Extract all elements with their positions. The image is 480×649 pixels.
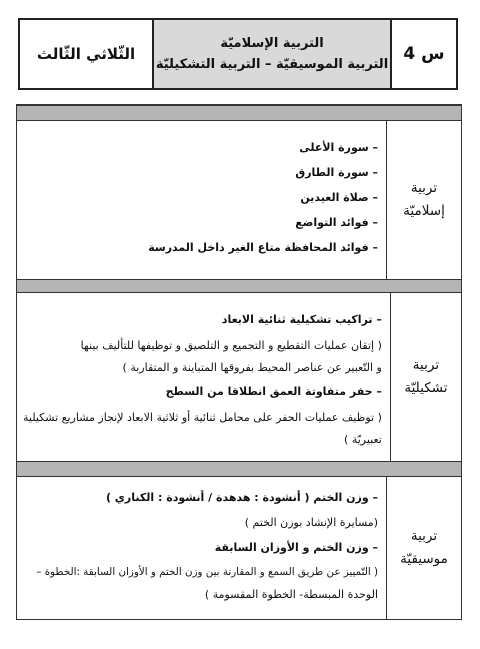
topic-description: ( توظيف عمليات الحفر على محامل ثنائية أو ثلاثية الابعاد لإنجاز مشاريع تشكيلية (23, 411, 382, 424)
section-label-plastic (390, 293, 461, 461)
topic-description: الوحدة المبسطة- الخطوة المقسومة ) (204, 588, 378, 601)
lesson-code: س 4 (390, 20, 456, 88)
label-line: تربية (412, 357, 440, 374)
section-label-music (386, 477, 461, 619)
section-label-islamic (386, 121, 461, 279)
subject-line-2: التربية الموسيقيّة – التربية التشكيليّة (155, 57, 389, 72)
topic-description: (مسايرة الإنشاد بوزن الختم ) (244, 516, 378, 529)
list-item: – فوائد المحافظة متاع الغير داخل المدرسة (148, 241, 378, 254)
section-islamic (17, 121, 461, 279)
list-item: – سورة الأعلى (299, 141, 378, 154)
separator-band (17, 279, 461, 293)
topic-title: – حفر متفاوتة العمق انطلاقا من السطح (165, 385, 382, 398)
header-table (18, 18, 458, 90)
topic-title: – تراكيب تشكيلية ثنائية الابعاد (221, 313, 382, 326)
topic-title: – وزن الختم و الأوزان السابقة (214, 541, 378, 554)
content-table (16, 104, 462, 620)
label-line: موسيقيّة (400, 551, 448, 567)
term-label: الثّلاثي الثّالث (36, 45, 136, 63)
label-line: تربية (410, 528, 438, 545)
section-content-music (17, 477, 386, 619)
section-plastic (17, 293, 461, 461)
section-music (17, 477, 461, 619)
list-item: – صلاة العيدين (300, 191, 378, 204)
topic-description: تعبيريّة ) (344, 433, 382, 446)
list-item: – سورة الطارق (295, 166, 378, 179)
section-content-plastic (17, 293, 390, 461)
separator-band (17, 105, 461, 121)
label-line: تشكيليّة (404, 380, 448, 396)
label-line: تربية (410, 180, 438, 197)
topic-description: و التّعبير عن عناصر المحيط بفروقها المتباينة و المتقاربة ) (122, 361, 382, 374)
separator-band (17, 461, 461, 477)
topic-description: ( إتقان عمليات التقطيع و التجميع و التلصيق و توظيفها للتأليف بينها (80, 339, 382, 352)
subjects-cell (152, 20, 390, 88)
section-content-islamic (17, 121, 386, 279)
subject-line-1: التربية الإسلاميّة (220, 36, 324, 51)
label-line: إسلاميّة (403, 203, 445, 219)
topic-description: ( التّمييز عن طريق السمع و المقارنة بين وزن الختم و الأوزان السابقة :الخطوة – (36, 566, 378, 578)
list-item: – فوائد التواضع (295, 216, 378, 229)
topic-title: – وزن الختم ( أنشودة : هدهدة / أنشودة : الكناري ) (105, 491, 378, 504)
